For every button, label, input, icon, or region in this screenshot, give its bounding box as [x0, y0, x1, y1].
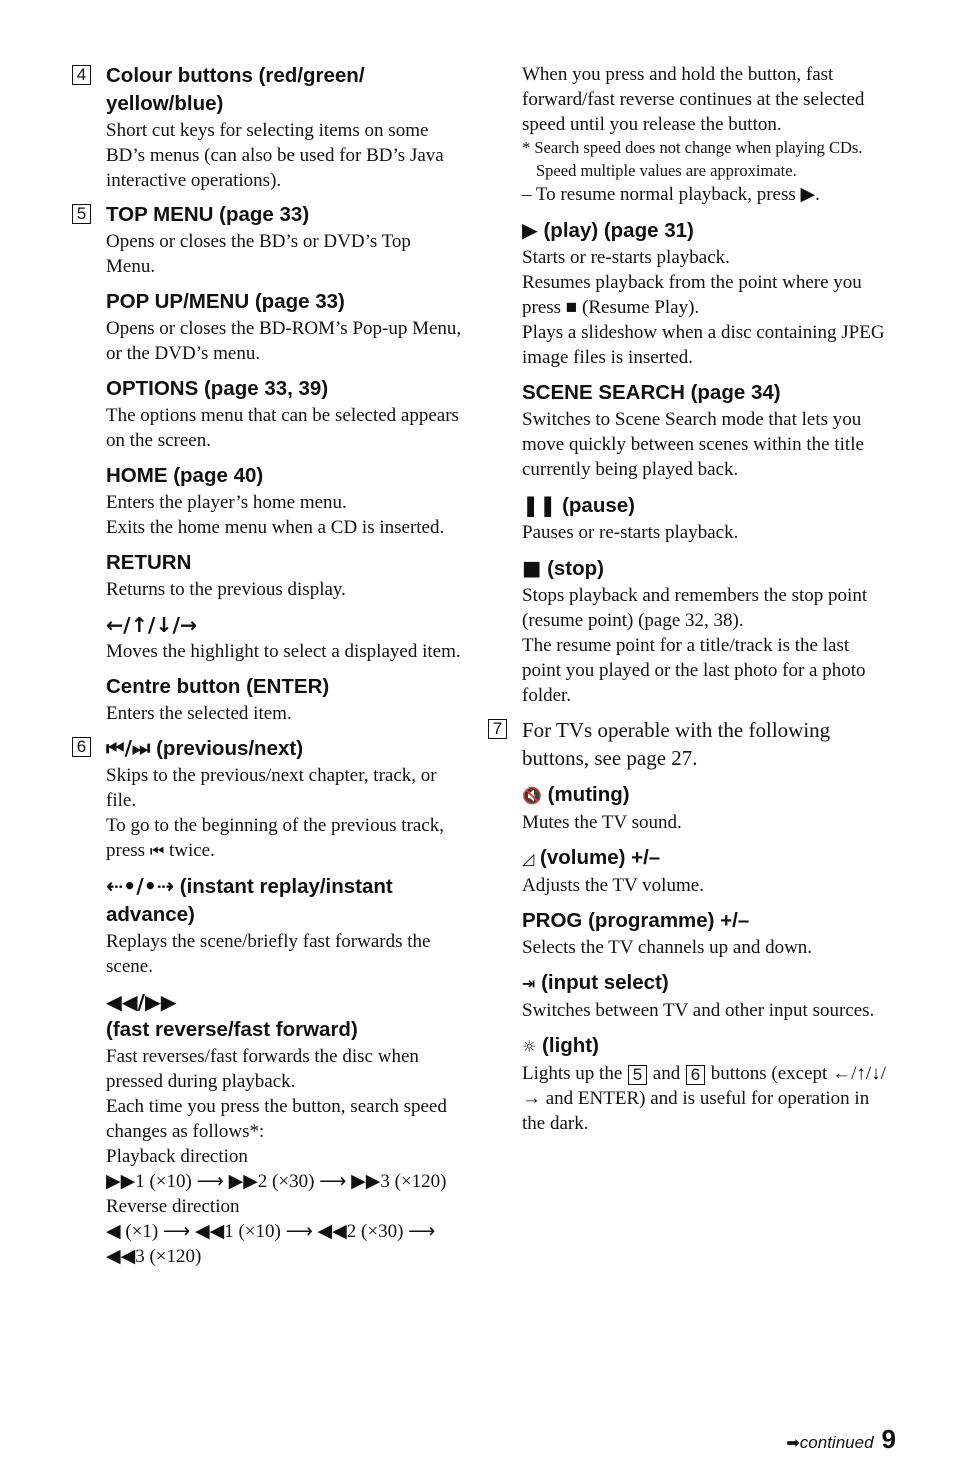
resume-normal-playback: – To resume normal playback, press ▶.	[522, 184, 820, 205]
home-heading: HOME (page 40)	[106, 464, 264, 487]
stop-icon: ■	[522, 556, 542, 580]
top-menu-description: Opens or closes the BD’s or DVD’s Top Menu.	[106, 231, 411, 277]
right-column	[488, 62, 888, 1136]
page-number: 9	[881, 1424, 896, 1454]
input-select-description: Switches between TV and other input sources.	[522, 1000, 875, 1021]
muting-label: (muting)	[547, 783, 630, 806]
stop-heading	[522, 554, 888, 583]
play-icon: ▶	[522, 218, 538, 242]
scene-search-description: Switches to Scene Search mode that lets you move quickly between scenes within the title currently being played back.	[522, 409, 864, 480]
section-number-6: 6	[72, 737, 91, 757]
volume-heading	[522, 844, 888, 873]
tv-buttons-intro: For TVs operable with the following buttons, see page 27.	[522, 718, 831, 770]
muting-heading	[522, 781, 888, 810]
fast-reverse-forward-icon: ◀◀/▶▶	[106, 990, 177, 1014]
instant-replay-heading	[106, 872, 462, 929]
continued-arrow-icon: ➡	[786, 1435, 800, 1452]
colour-buttons-heading: Colour buttons (red/green/ yellow/blue)	[106, 64, 365, 115]
options-description: The options menu that can be selected appears on the screen.	[106, 405, 459, 451]
previous-next-description-1: Skips to the previous/next chapter, track, or file.	[106, 765, 437, 811]
light-text-a: Lights up the	[522, 1063, 623, 1084]
centre-button-description: Enters the selected item.	[106, 703, 292, 724]
fast-reverse-forward-description-2: Each time you press the button, search speed changes as follows*:	[106, 1096, 447, 1142]
home-description-2: Exits the home menu when a CD is inserted.	[106, 517, 445, 538]
left-column	[72, 62, 462, 1269]
previous-next-text-a: To go to the beginning of the previous track, press	[106, 815, 444, 861]
search-speed-note: * Search speed does not change when playing CDs.	[522, 138, 863, 157]
input-select-icon: ⇥	[522, 974, 536, 993]
play-description-2: Resumes playback from the point where you press ■ (Resume Play).	[522, 272, 862, 318]
light-section-5-box: 5	[628, 1065, 647, 1085]
light-section-6-box: 6	[686, 1065, 705, 1085]
playback-direction-label: Playback direction	[106, 1146, 248, 1167]
fast-forward-hold-description: When you press and hold the button, fast forward/fast reverse continues at the selected speed until you release the button.	[522, 64, 865, 135]
colour-buttons-description: Short cut keys for selecting items on some BD’s menus (can also be used for BD’s Java interactive operations).	[106, 120, 444, 191]
speed-multiple-note: Speed multiple values are approximate.	[536, 160, 797, 180]
section-7	[488, 716, 888, 1136]
instant-replay-icon: ⇠•/•⇢	[106, 874, 175, 898]
volume-icon: ◿	[522, 849, 535, 868]
previous-next-label: (previous/next)	[156, 737, 304, 760]
input-select-heading	[522, 969, 888, 998]
home-description-1: Enters the player’s home menu.	[106, 492, 347, 513]
fast-reverse-forward-description-1: Fast reverses/fast forwards the disc when pressed during playback.	[106, 1046, 419, 1092]
section-number-4: 4	[72, 65, 91, 85]
return-heading: RETURN	[106, 551, 192, 574]
pause-label: (pause)	[562, 494, 635, 517]
play-description-3: Plays a slideshow when a disc containing JPEG image files is inserted.	[522, 322, 885, 368]
fast-reverse-forward-heading: (fast reverse/fast forward)	[106, 1018, 358, 1041]
previous-icon: ⏮	[149, 841, 165, 860]
muting-icon: 🔇	[522, 786, 542, 805]
programme-description: Selects the TV channels up and down.	[522, 937, 813, 958]
play-heading	[522, 216, 888, 245]
stop-label: (stop)	[547, 557, 605, 580]
reverse-direction-sequence: ◀ (×1) ⟶ ◀◀1 (×10) ⟶ ◀◀2 (×30) ⟶ ◀◀3 (×120)	[106, 1221, 436, 1267]
section-number-5: 5	[72, 204, 91, 224]
pop-up-menu-heading: POP UP/MENU (page 33)	[106, 290, 345, 313]
previous-next-heading	[106, 734, 462, 763]
instant-replay-description: Replays the scene/briefly fast forwards the scene.	[106, 931, 431, 977]
play-description-1: Starts or re-starts playback.	[522, 247, 730, 268]
previous-next-text-b: twice.	[168, 840, 215, 861]
previous-next-description-2	[106, 813, 462, 863]
return-description: Returns to the previous display.	[106, 579, 346, 600]
input-select-label: (input select)	[541, 971, 669, 994]
stop-description-1: Stops playback and remembers the stop point (resume point) (page 32, 38).	[522, 585, 868, 631]
volume-description: Adjusts the TV volume.	[522, 875, 704, 896]
play-label: (play) (page 31)	[543, 219, 694, 242]
light-text-b: buttons (except ←/↑/↓/→ and ENTER) and is useful for operation in the dark.	[522, 1063, 886, 1134]
continued-label: continued	[799, 1433, 874, 1452]
light-text-and: and	[652, 1063, 681, 1084]
light-icon: ☼	[522, 1037, 537, 1056]
section-5	[72, 201, 462, 726]
options-heading: OPTIONS (page 33, 39)	[106, 377, 329, 400]
centre-button-heading: Centre button (ENTER)	[106, 675, 330, 698]
arrow-keys-icon: ←/↑/↓/→	[106, 613, 198, 637]
section-6-continued	[488, 62, 888, 708]
pause-description: Pauses or re-starts playback.	[522, 522, 739, 543]
light-heading	[522, 1032, 888, 1061]
section-4	[72, 62, 462, 193]
page-footer	[786, 1424, 896, 1455]
arrow-keys-description: Moves the highlight to select a displayed item.	[106, 641, 461, 662]
light-description	[522, 1061, 888, 1136]
programme-heading: PROG (programme) +/–	[522, 909, 750, 932]
volume-label: (volume) +/–	[540, 846, 661, 869]
stop-description-2: The resume point for a title/track is the last point you played or the last photo for a photo folder.	[522, 635, 866, 706]
pause-icon: ❚❚	[522, 493, 557, 517]
playback-direction-sequence: ▶▶1 (×10) ⟶ ▶▶2 (×30) ⟶ ▶▶3 (×120)	[106, 1171, 447, 1192]
top-menu-heading: TOP MENU (page 33)	[106, 203, 310, 226]
previous-next-icon: ⏮/⏭	[106, 736, 151, 760]
instant-replay-label: (instant replay/instant advance)	[106, 875, 393, 926]
pop-up-menu-description: Opens or closes the BD-ROM’s Pop-up Menu, or the DVD’s menu.	[106, 318, 462, 364]
reverse-direction-label: Reverse direction	[106, 1196, 240, 1217]
muting-description: Mutes the TV sound.	[522, 812, 682, 833]
light-label: (light)	[542, 1034, 599, 1057]
section-6	[72, 734, 462, 1269]
section-number-7: 7	[488, 719, 507, 739]
scene-search-heading: SCENE SEARCH (page 34)	[522, 381, 781, 404]
pause-heading	[522, 491, 888, 520]
